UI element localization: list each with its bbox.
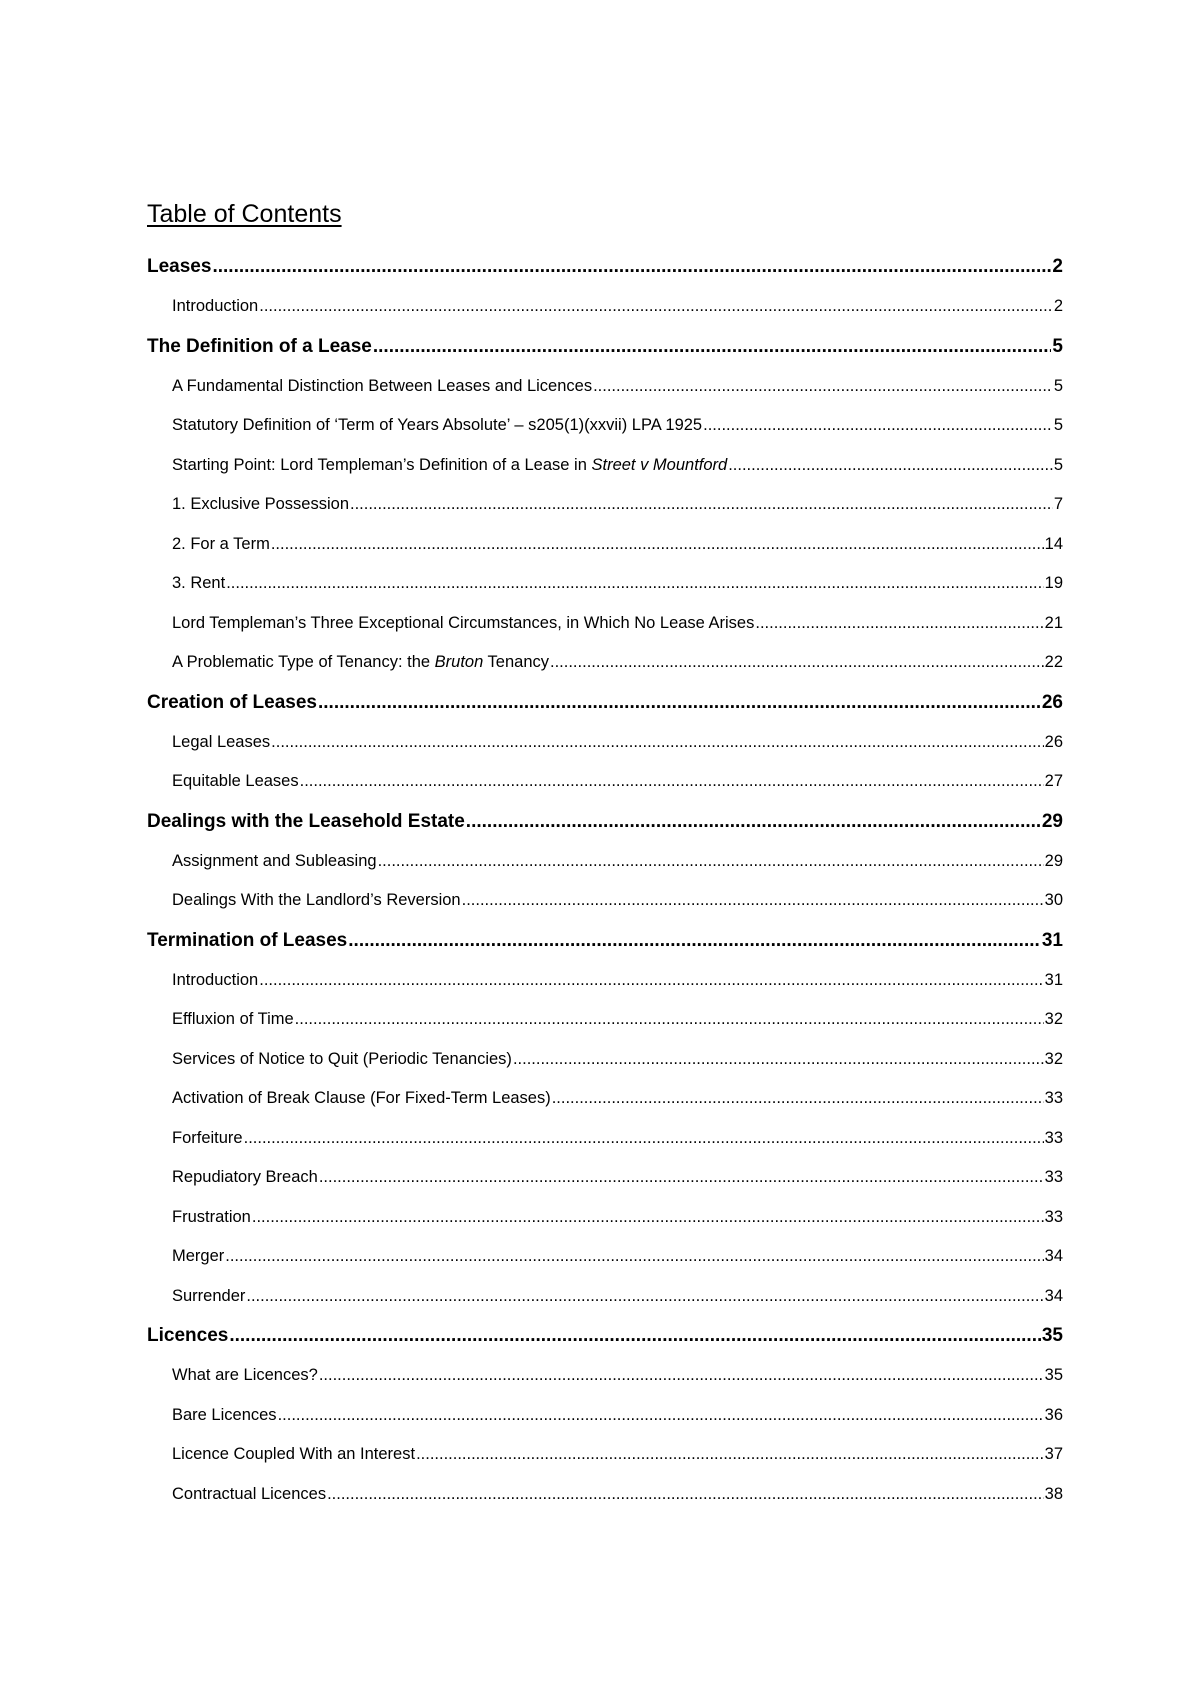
dot-leader bbox=[226, 564, 1043, 604]
toc-list bbox=[147, 247, 1063, 1514]
toc-entry-text bbox=[172, 723, 270, 763]
dot-leader bbox=[318, 683, 1041, 723]
toc-entry-label: 3. Rent bbox=[172, 574, 226, 592]
dot-leader bbox=[350, 485, 1053, 525]
dot-leader bbox=[416, 1435, 1044, 1475]
toc-entry-text bbox=[172, 842, 377, 882]
toc-entry-text bbox=[172, 604, 754, 644]
toc-page-number: 7 bbox=[1053, 495, 1063, 513]
toc-subentry[interactable] bbox=[147, 723, 1063, 763]
dot-leader bbox=[466, 802, 1041, 842]
toc-entry-case-name: Bruton bbox=[434, 653, 484, 671]
toc-entry-label: Repudiatory Breach bbox=[172, 1168, 318, 1186]
toc-entry-text bbox=[172, 485, 349, 525]
toc-entry-text bbox=[172, 1198, 251, 1238]
toc-entry-text bbox=[172, 1000, 294, 1040]
toc-page-number: 5 bbox=[1052, 335, 1063, 357]
toc-entry-label-suffix: Tenancy bbox=[483, 653, 550, 671]
toc-entry-text bbox=[172, 406, 702, 446]
toc-subentry[interactable] bbox=[147, 406, 1063, 446]
toc-subentry[interactable] bbox=[147, 525, 1063, 565]
toc-entry-label: Contractual Licences bbox=[172, 1484, 327, 1503]
toc-page-number: 26 bbox=[1041, 691, 1063, 713]
toc-entry-label: Assignment and Subleasing bbox=[172, 851, 377, 870]
dot-leader bbox=[225, 1237, 1043, 1277]
toc-page-number: 35 bbox=[1041, 1325, 1063, 1346]
dot-leader bbox=[271, 525, 1044, 565]
toc-entry-text bbox=[172, 762, 299, 802]
toc-subentry[interactable] bbox=[147, 762, 1063, 802]
toc-entry-label: Introduction bbox=[172, 970, 259, 989]
toc-subentry[interactable] bbox=[147, 881, 1063, 921]
toc-entry-text bbox=[172, 1158, 318, 1198]
toc-entry-label: Introduction bbox=[172, 297, 259, 315]
toc-subentry[interactable] bbox=[147, 1079, 1063, 1119]
dot-leader bbox=[373, 327, 1052, 367]
toc-page-number: 26 bbox=[1044, 732, 1063, 751]
toc-entry-text bbox=[147, 802, 465, 842]
toc-page-number: 37 bbox=[1044, 1445, 1063, 1463]
toc-entry-text bbox=[147, 1316, 228, 1356]
dot-leader bbox=[252, 1198, 1044, 1238]
toc-subentry[interactable] bbox=[147, 842, 1063, 882]
toc-heading-entry[interactable] bbox=[147, 1316, 1063, 1356]
toc-page-number: 22 bbox=[1044, 653, 1063, 671]
toc-entry-text bbox=[172, 367, 592, 407]
toc-subentry[interactable] bbox=[147, 604, 1063, 644]
toc-entry-label: Frustration bbox=[172, 1207, 251, 1226]
toc-subentry[interactable] bbox=[147, 1000, 1063, 1040]
toc-entry-label: Dealings with the Leasehold Estate bbox=[147, 810, 465, 832]
toc-entry-label: Activation of Break Clause (For Fixed-Term Leases) bbox=[172, 1089, 551, 1107]
toc-entry-label: Dealings With the Landlord’s Reversion bbox=[172, 891, 461, 909]
toc-entry-text bbox=[172, 287, 258, 327]
toc-entry-text bbox=[172, 881, 461, 921]
toc-page-number: 21 bbox=[1044, 613, 1063, 632]
toc-heading-entry[interactable] bbox=[147, 683, 1063, 723]
toc-subentry[interactable] bbox=[147, 1040, 1063, 1080]
toc-subentry[interactable] bbox=[147, 564, 1063, 604]
toc-entry-text bbox=[172, 1119, 243, 1159]
toc-title: Table of Contents bbox=[147, 200, 342, 228]
dot-leader bbox=[278, 1396, 1044, 1436]
dot-leader bbox=[271, 723, 1043, 763]
toc-entry-text bbox=[172, 1277, 245, 1317]
dot-leader bbox=[552, 1079, 1044, 1119]
toc-entry-text bbox=[147, 247, 211, 287]
toc-page-number: 33 bbox=[1044, 1089, 1063, 1107]
toc-page-number: 31 bbox=[1044, 970, 1063, 989]
toc-page-number: 33 bbox=[1044, 1207, 1063, 1226]
toc-page-number: 14 bbox=[1044, 534, 1063, 553]
toc-subentry[interactable] bbox=[147, 1119, 1063, 1159]
toc-subentry[interactable] bbox=[147, 643, 1063, 683]
toc-entry-text bbox=[172, 1356, 318, 1396]
toc-page-number: 31 bbox=[1041, 929, 1063, 951]
toc-page-number: 33 bbox=[1044, 1128, 1063, 1147]
toc-entry-label: Legal Leases bbox=[172, 732, 271, 751]
toc-subentry[interactable] bbox=[147, 485, 1063, 525]
toc-entry-label: The Definition of a Lease bbox=[147, 335, 372, 357]
toc-entry-label: A Fundamental Distinction Between Leases and Licences bbox=[172, 376, 593, 395]
toc-entry-label: Licences bbox=[147, 1325, 229, 1346]
toc-subentry[interactable] bbox=[147, 1277, 1063, 1317]
toc-entry-text bbox=[172, 1396, 277, 1436]
toc-entry-text bbox=[172, 961, 258, 1001]
dot-leader bbox=[246, 1277, 1043, 1317]
toc-entry-label: Equitable Leases bbox=[172, 772, 299, 790]
toc-page-number: 5 bbox=[1053, 376, 1063, 395]
dot-leader bbox=[319, 1356, 1044, 1396]
toc-entry-label: Services of Notice to Quit (Periodic Tenancies) bbox=[172, 1049, 512, 1068]
toc-page-number: 38 bbox=[1044, 1484, 1063, 1503]
toc-subentry[interactable] bbox=[147, 367, 1063, 407]
toc-heading-entry[interactable] bbox=[147, 327, 1063, 367]
toc-page-number: 29 bbox=[1041, 810, 1063, 832]
toc-entry-label: Effluxion of Time bbox=[172, 1010, 294, 1028]
toc-subentry[interactable] bbox=[147, 1198, 1063, 1238]
dot-leader bbox=[348, 921, 1041, 961]
toc-page-number: 33 bbox=[1044, 1168, 1063, 1186]
dot-leader bbox=[229, 1316, 1041, 1356]
toc-entry-label: Statutory Definition of ‘Term of Years Absolute’ – s205(1)(xxvii) LPA 1925 bbox=[172, 416, 703, 434]
toc-page-number: 19 bbox=[1044, 574, 1063, 592]
toc-entry-label: Starting Point: Lord Templeman’s Definition of a Lease in bbox=[172, 455, 592, 474]
dot-leader bbox=[327, 1475, 1044, 1515]
toc-page-number: 34 bbox=[1044, 1247, 1063, 1265]
toc-entry-label: Surrender bbox=[172, 1286, 246, 1305]
toc-entry-label: Lord Templeman’s Three Exceptional Circumstances, in Which No Lease Arises bbox=[172, 613, 755, 632]
dot-leader bbox=[259, 287, 1053, 327]
toc-page-number: 2 bbox=[1052, 256, 1063, 277]
toc-subentry[interactable] bbox=[147, 1158, 1063, 1198]
toc-page-number: 32 bbox=[1044, 1010, 1063, 1028]
toc-entry-label: Forfeiture bbox=[172, 1128, 243, 1147]
toc-entry-text bbox=[147, 921, 347, 961]
toc-page-number: 5 bbox=[1053, 455, 1063, 474]
dot-leader bbox=[259, 961, 1043, 1001]
toc-heading-entry[interactable] bbox=[147, 802, 1063, 842]
toc-page-number: 29 bbox=[1044, 851, 1063, 870]
toc-heading-entry[interactable] bbox=[147, 247, 1063, 287]
toc-entry-label: What are Licences? bbox=[172, 1366, 318, 1384]
toc-entry-label: Bare Licences bbox=[172, 1405, 277, 1424]
toc-entry-text bbox=[172, 1079, 551, 1119]
dot-leader bbox=[212, 247, 1051, 287]
dot-leader bbox=[300, 762, 1044, 802]
toc-entry-label: Merger bbox=[172, 1247, 225, 1265]
toc-entry-label: Leases bbox=[147, 256, 212, 277]
toc-entry-text bbox=[147, 327, 372, 367]
toc-entry-label: Termination of Leases bbox=[147, 929, 348, 951]
toc-subentry[interactable] bbox=[147, 1396, 1063, 1436]
document-page bbox=[147, 196, 1063, 1514]
toc-entry-label: 2. For a Term bbox=[172, 534, 270, 553]
toc-page-number: 30 bbox=[1044, 891, 1063, 909]
toc-subentry[interactable] bbox=[147, 1237, 1063, 1277]
toc-entry-text bbox=[172, 643, 549, 683]
toc-entry-label: Licence Coupled With an Interest bbox=[172, 1445, 416, 1463]
toc-entry-label: Creation of Leases bbox=[147, 691, 317, 713]
dot-leader bbox=[593, 367, 1053, 407]
toc-entry-label: 1. Exclusive Possession bbox=[172, 495, 349, 513]
dot-leader bbox=[378, 842, 1044, 882]
toc-subentry[interactable] bbox=[147, 287, 1063, 327]
toc-page-number: 35 bbox=[1044, 1366, 1063, 1384]
dot-leader bbox=[462, 881, 1044, 921]
toc-entry-label: A Problematic Type of Tenancy: the bbox=[172, 653, 435, 671]
toc-subentry[interactable] bbox=[147, 1356, 1063, 1396]
toc-page-number: 2 bbox=[1053, 297, 1063, 315]
dot-leader bbox=[295, 1000, 1044, 1040]
toc-subentry[interactable] bbox=[147, 1475, 1063, 1515]
toc-page-number: 5 bbox=[1053, 416, 1063, 434]
toc-entry-text bbox=[172, 1237, 224, 1277]
toc-page-number: 32 bbox=[1044, 1049, 1063, 1068]
toc-subentry[interactable] bbox=[147, 446, 1063, 486]
toc-entry-text bbox=[147, 683, 317, 723]
toc-page-number: 27 bbox=[1044, 772, 1063, 790]
toc-entry-text bbox=[172, 1040, 512, 1080]
dot-leader bbox=[755, 604, 1043, 644]
toc-entry-case-name: Street v Mountford bbox=[591, 455, 728, 474]
dot-leader bbox=[550, 643, 1044, 683]
dot-leader bbox=[703, 406, 1053, 446]
toc-page-number: 34 bbox=[1044, 1286, 1063, 1305]
toc-entry-text bbox=[172, 446, 727, 486]
toc-subentry[interactable] bbox=[147, 961, 1063, 1001]
toc-entry-text bbox=[172, 564, 225, 604]
dot-leader bbox=[319, 1158, 1044, 1198]
toc-entry-text bbox=[172, 1475, 326, 1515]
dot-leader bbox=[513, 1040, 1044, 1080]
toc-page-number: 36 bbox=[1044, 1405, 1063, 1424]
toc-subentry[interactable] bbox=[147, 1435, 1063, 1475]
toc-entry-text bbox=[172, 525, 270, 565]
dot-leader bbox=[244, 1119, 1044, 1159]
toc-entry-text bbox=[172, 1435, 415, 1475]
dot-leader bbox=[728, 446, 1053, 486]
toc-heading-entry[interactable] bbox=[147, 921, 1063, 961]
